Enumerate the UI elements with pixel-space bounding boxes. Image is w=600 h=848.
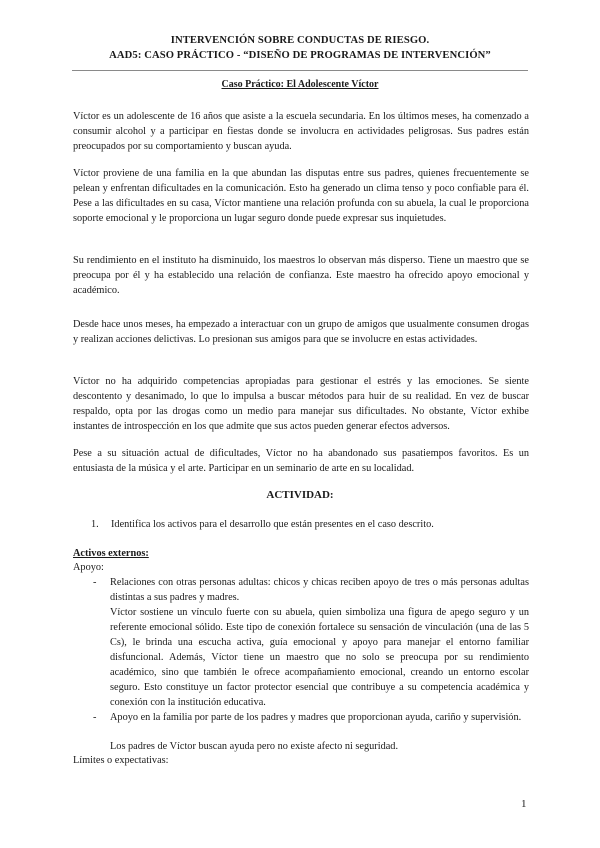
- page-number: 1: [521, 798, 527, 810]
- paragraph-5: Víctor no ha adquirido competencias apropiadas para gestionar el estrés y las emociones. Se siente descontento y desanimado, lo que lo impulsa a buscar métodos para huir de su realidad. En vez de buscar respaldo, opta por las drogas como un medio para manejar sus dificultades. No obstante, Víctor exhibe instantes de introspección en los que admite que sus actos pueden generar efectos adversos.: [73, 376, 529, 432]
- external-assets-heading: Activos externos:: [73, 548, 149, 559]
- paragraph-3: Su rendimiento en el instituto ha disminuido, los maestros lo observan más disperso. Tiene un maestro que se preocupa por él y ha establecido una relación de confianza. Este maestro ha ofrecido apoyo emocional y académico.: [73, 255, 529, 296]
- header-divider: [72, 70, 528, 71]
- asset-item-2-lead: Apoyo en la familia por parte de los padres y madres que proporcionan ayuda, cariño y supervisión.: [110, 712, 522, 723]
- limits-subheading: Límites o expectativas:: [73, 755, 169, 766]
- paragraph-2: Víctor proviene de una familia en la que abundan las disputas entre sus padres, quienes frecuentemente se pelean y enfrentan dificultades en la comunicación. Esto ha generado un clima tenso y poco confiable para él. Pese a las dificultades en su casa, Víctor mantiene una relación profunda con su abuela, la cual le proporciona soporte emocional y le proporciona un lugar seguro donde puede expresar sus inquietudes.: [73, 168, 529, 224]
- paragraph-4: Desde hace unos meses, ha empezado a interactuar con un grupo de amigos que usualmente consumen drogas y realizan acciones delictivas. Lo presionan sus amigos para que se involucre en estas actividades.: [73, 319, 529, 345]
- case-title: Caso Práctico: El Adolescente Víctor: [221, 79, 379, 90]
- asset-item-1-lead: Relaciones con otras personas adultas: chicos y chicas reciben apoyo de tres o más personas adultas distintas a sus padres y madres.: [110, 577, 529, 603]
- bullet-dash-2: -: [93, 712, 97, 723]
- paragraph-1: Víctor es un adolescente de 16 años que asiste a la escuela secundaria. En los últimos meses, ha comenzado a consumir alcohol y a participar en fiestas donde se involucra en actividades peligrosas. Sus padres están preocupados por su comportamiento y buscan ayuda.: [73, 111, 529, 152]
- document-header-line-2: AAD5: CASO PRÁCTICO - “DISEÑO DE PROGRAMAS DE INTERVENCIÓN”: [109, 50, 491, 61]
- support-subheading: Apoyo:: [73, 562, 104, 573]
- question-text: Identifica los activos para el desarrollo que están presentes en el caso descrito.: [111, 519, 434, 530]
- asset-item-1-detail: Víctor sostiene un vínculo fuerte con su abuela, quien simboliza una figura de apego seguro y un referente emocional sólido. Este tipo de conexión fortalece su sensación de vinculación (una de las 5 Cs), le brinda una escucha activa, guía emocional y apoyo para manejar el entorno familiar disfuncional. Además, Víctor tiene un maestro que no solo se preocupa por su rendimiento académico, sino que también le ofrece acompañamiento emocional, creando un entorno escolar seguro. Esto constituye un factor protector esencial que contribuye a su competencia académica y conexión con la institución educativa.: [110, 607, 529, 708]
- question-number: 1.: [91, 519, 99, 530]
- activity-heading: ACTIVIDAD:: [266, 489, 334, 501]
- asset-item-2-detail: Los padres de Víctor buscan ayuda pero no existe afecto ni seguridad.: [110, 741, 399, 752]
- paragraph-6: Pese a su situación actual de dificultades, Víctor no ha abandonado sus pasatiempos favoritos. Es un entusiasta de la música y el arte. Participar en un seminario de arte en su localidad.: [73, 448, 529, 474]
- bullet-dash-1: -: [93, 577, 97, 588]
- document-header-line-1: INTERVENCIÓN SOBRE CONDUCTAS DE RIESGO.: [170, 35, 430, 46]
